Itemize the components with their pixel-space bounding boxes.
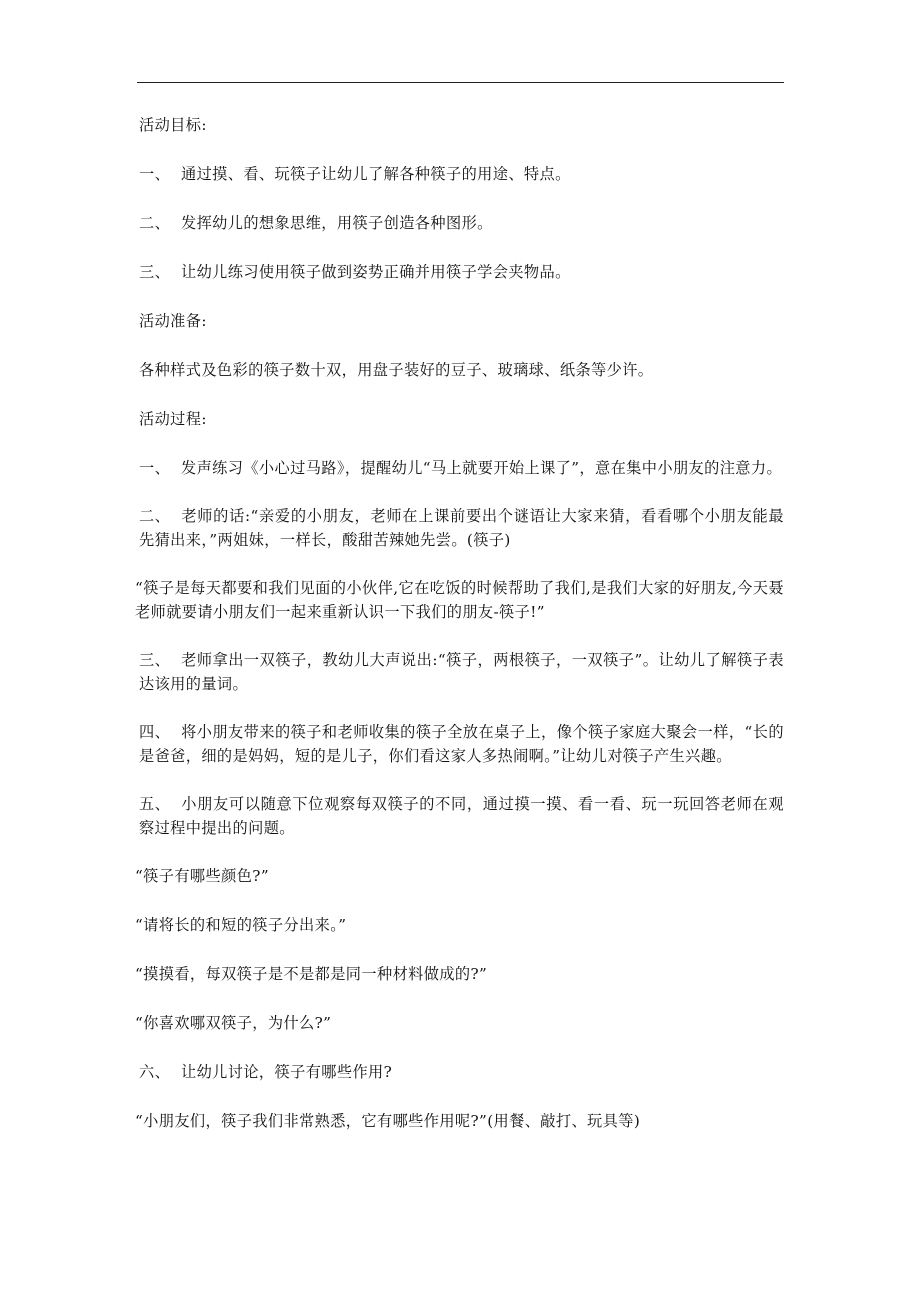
question-sort (135, 913, 784, 937)
goal-item-3 (139, 260, 784, 284)
para-text: “摸摸看，每双筷子是不是都是同一种材料做成的?” (135, 965, 488, 983)
teacher-quote (135, 576, 784, 624)
question-material (135, 962, 784, 986)
item-number: 六、 (139, 1063, 171, 1081)
item-number: 一、 (139, 165, 171, 183)
item-number: 四、 (139, 723, 171, 741)
goal-item-1 (139, 162, 784, 186)
para-text: “筷子有哪些颜色?” (135, 867, 269, 885)
para-text: “小朋友们，筷子我们非常熟悉，它有哪些作用呢?”(用餐、敲打、玩具等) (135, 1112, 641, 1130)
process-item-2 (139, 504, 784, 552)
section-heading-process (139, 407, 784, 431)
para-text: 通过摸、看、玩筷子让幼儿了解各种筷子的用途、特点。 (181, 165, 571, 183)
para-text: 活动过程: (139, 410, 207, 428)
para-text: 发挥幼儿的想象思维，用筷子创造各种图形。 (181, 214, 493, 232)
question-favorite (135, 1011, 784, 1035)
question-colors (135, 864, 784, 888)
item-number: 三、 (139, 263, 171, 281)
para-text: 让幼儿讨论，筷子有哪些作用? (181, 1063, 393, 1081)
document-body (135, 113, 784, 1158)
item-number: 三、 (139, 651, 171, 669)
process-item-3 (139, 648, 784, 696)
process-item-4 (139, 720, 784, 768)
process-item-5 (139, 792, 784, 840)
para-text: “请将长的和短的筷子分出来。” (135, 916, 347, 934)
para-text: 老师的话:“亲爱的小朋友，老师在上课前要出个谜语让大家来猜，看看哪个小朋友能最先猜出来，”两姐妹，一样长，酸甜苦辣她先尝。(筷子) (139, 507, 784, 549)
para-text: 将小朋友带来的筷子和老师收集的筷子全放在桌子上，像个筷子家庭大聚会一样，“长的是爸爸，细的是妈妈，短的是儿子，你们看这家人多热闹啊。”让幼儿对筷子产生兴趣。 (139, 723, 784, 765)
process-item-6 (139, 1060, 784, 1084)
para-text: 发声练习《小心过马路》，提醒幼儿“马上就要开始上课了”，意在集中小朋友的注意力。 (181, 459, 783, 477)
section-heading-goals (139, 113, 784, 137)
para-text: “你喜欢哪双筷子，为什么?” (135, 1014, 332, 1032)
item-number: 五、 (139, 795, 171, 813)
para-text: 老师拿出一双筷子，教幼儿大声说出:“筷子，两根筷子，一双筷子”。让幼儿了解筷子表达该用的量词。 (139, 651, 784, 693)
header-rule (137, 82, 784, 83)
item-number: 二、 (139, 214, 171, 232)
process-item-1 (139, 456, 784, 480)
section-heading-preparation (139, 309, 784, 333)
preparation-text (139, 358, 784, 382)
goal-item-2 (139, 211, 784, 235)
item-number: 二、 (139, 507, 171, 525)
para-text: 各种样式及色彩的筷子数十双，用盘子装好的豆子、玻璃球、纸条等少许。 (139, 361, 654, 379)
para-text: 让幼儿练习使用筷子做到姿势正确并用筷子学会夹物品。 (181, 263, 571, 281)
question-uses (135, 1109, 784, 1133)
para-text: “筷子是每天都要和我们见面的小伙伴,它在吃饭的时候帮助了我们,是我们大家的好朋友,今天聂老师就要请小朋友们一起来重新认识一下我们的朋友-筷子!” (135, 579, 784, 621)
para-text: 小朋友可以随意下位观察每双筷子的不同，通过摸一摸、看一看、玩一玩回答老师在观察过程中提出的问题。 (139, 795, 784, 837)
para-text: 活动目标: (139, 116, 207, 134)
item-number: 一、 (139, 459, 171, 477)
para-text: 活动准备: (139, 312, 207, 330)
